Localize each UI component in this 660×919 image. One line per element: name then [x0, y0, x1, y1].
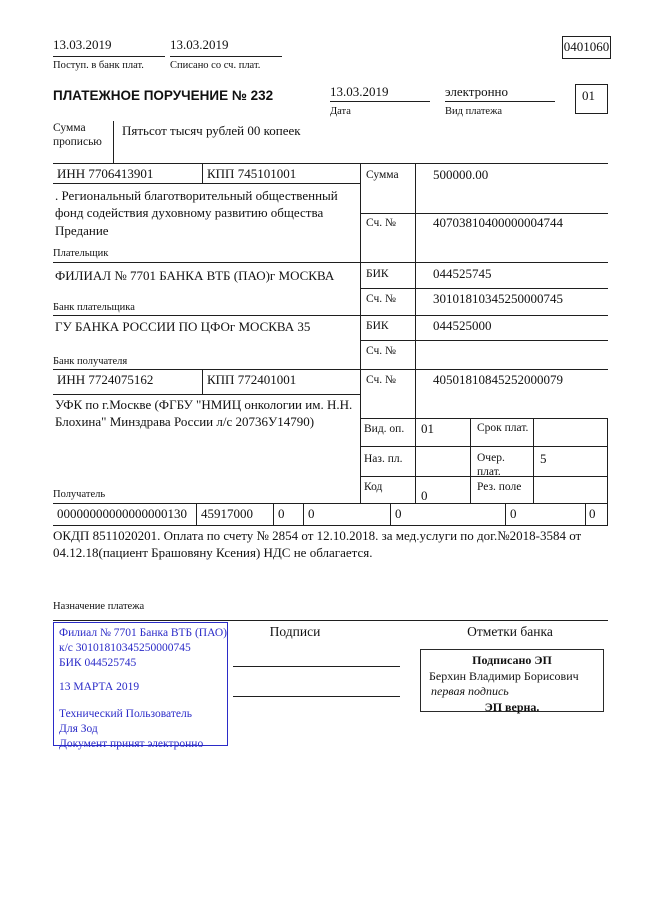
rule-under-inn2	[53, 394, 360, 395]
vid-op-value: 01	[421, 421, 434, 436]
form-code-box: 0401060	[562, 36, 611, 59]
payer-name: . Региональный благотворительный общественный фонд содействия духовному развитию общества Предание	[55, 188, 338, 238]
status-code-box: 01	[575, 84, 608, 114]
ops-grid-row1	[360, 446, 608, 447]
tax-row-divider-5	[505, 503, 506, 525]
table-border-top	[53, 163, 608, 164]
esign-name: Берхин Владимир Борисович	[429, 668, 579, 683]
tax-row-divider-2	[273, 503, 274, 525]
kod-label: Код	[364, 481, 383, 493]
stamp-bik: БИК 044525745	[59, 656, 137, 669]
rule-under-payee-bank	[53, 369, 608, 370]
table-divider-labels	[415, 163, 416, 503]
payer-label: Плательщик	[53, 248, 109, 259]
signature-line-2	[233, 696, 400, 697]
tax-cell-3: 0	[278, 506, 285, 521]
field-date-debited: 13.03.2019	[170, 37, 282, 57]
rez-pole-label: Рез. поле	[477, 481, 522, 493]
payee-bank-bik-label: БИК	[366, 320, 389, 332]
stamp-accepted: Документ принят электронно	[59, 737, 204, 750]
stamp-user: Технический Пользователь Для Зод	[59, 707, 192, 735]
payee-account-label: Сч. №	[366, 374, 397, 386]
tax-cell-5: 0	[395, 506, 402, 521]
payee-bank-label: Банк получателя	[53, 356, 128, 367]
ocher-plat-value: 5	[540, 451, 547, 466]
srok-plat-label: Срок плат.	[477, 422, 529, 434]
payee-account: 40501810845252000079	[433, 372, 563, 387]
rule-under-payee	[53, 503, 608, 504]
payee-label: Получатель	[53, 489, 106, 500]
stamp-date: 13 МАРТА 2019	[59, 680, 140, 693]
tax-cell-kbk: 00000000000000000130	[57, 506, 187, 521]
rule-under-payer	[53, 262, 608, 263]
rule-under-payer-bank	[53, 315, 608, 316]
signatures-label: Подписи	[269, 624, 321, 639]
payer-bank-account: 30101810345250000745	[433, 291, 563, 306]
payer-bank-account-label: Сч. №	[366, 293, 397, 305]
stamp-bank-name: Филиал № 7701 Банка ВТБ (ПАО)	[59, 627, 227, 639]
payer-account-label: Сч. №	[366, 217, 397, 229]
payer-bank-name: ФИЛИАЛ № 7701 БАНКА ВТБ (ПАО)г МОСКВА	[55, 268, 335, 283]
amount-words-label: Сумма прописью	[53, 121, 114, 163]
payee-bank-account-label: Сч. №	[366, 345, 397, 357]
ops-grid-col2	[470, 418, 471, 503]
tax-row-bottom	[53, 525, 608, 526]
rule-under-inn1	[53, 183, 360, 184]
field-date-received: 13.03.2019	[53, 37, 165, 57]
rule-under-amount	[360, 213, 608, 214]
payer-bank-label: Банк плательщика	[53, 302, 135, 313]
payer-account: 40703810400000004744	[433, 215, 563, 230]
ops-grid-top	[360, 418, 608, 419]
rule-under-bik1	[360, 288, 608, 289]
payer-kpp: КПП 745101001	[207, 166, 297, 181]
table-divider-main	[360, 163, 361, 503]
ops-grid-col3	[533, 418, 534, 503]
purpose-text: ОКДП 8511020201. Оплата по счету № 2854 от 12.10.2018. за мед.услуги по дог.№2018-3584 от 04.12.18(пациент Брашовяну Ксения) НДС не облагается.	[53, 528, 582, 560]
esign-verified: ЭП верна.	[484, 699, 540, 714]
bank-stamp	[53, 622, 228, 750]
payer-bank-bik: 044525745	[433, 266, 492, 281]
table-right-edge	[607, 418, 608, 525]
bank-marks-label: Отметки банка	[467, 624, 553, 639]
rule-under-bik2	[360, 340, 608, 341]
vid-op-label: Вид. оп.	[364, 423, 405, 435]
payee-bank-name: ГУ БАНКА РОССИИ ПО ЦФОг МОСКВА 35	[55, 319, 311, 334]
document-title: ПЛАТЕЖНОЕ ПОРУЧЕНИЕ № 232	[53, 88, 274, 103]
field-payment-kind: электронно	[445, 84, 555, 102]
tax-row-divider-1	[196, 503, 197, 525]
field-date: 13.03.2019	[330, 84, 430, 102]
payer-inn: ИНН 7706413901	[57, 166, 154, 181]
amount-words-value: Пятьсот тысяч рублей 00 копеек	[122, 123, 301, 138]
tax-cell-oktmo: 45917000	[201, 506, 253, 521]
stamp-corr-account: к/с 30101810345250000745	[59, 641, 191, 654]
tax-row-divider-4	[390, 503, 391, 525]
kod-value: 0	[421, 488, 428, 503]
ocher-plat-label: Очер. плат.	[477, 452, 505, 479]
field-date-debited-label: Списано со сч. плат.	[170, 60, 261, 71]
payee-bank-bik: 044525000	[433, 318, 492, 333]
purpose-label: Назначение платежа	[53, 601, 145, 612]
tax-row-divider-6	[585, 503, 586, 525]
naz-pl-label: Наз. пл.	[364, 453, 403, 465]
payee-kpp: КПП 772401001	[207, 372, 297, 387]
tax-cell-7: 0	[589, 506, 596, 521]
tax-row-divider-3	[303, 503, 304, 525]
rule-under-purpose-label	[53, 620, 608, 621]
field-date-label: Дата	[330, 106, 351, 117]
amount-label: Сумма	[366, 169, 399, 181]
inn-kpp-divider-1	[202, 163, 203, 183]
field-payment-kind-label: Вид платежа	[445, 106, 503, 117]
esign-title: Подписано ЭП	[472, 653, 552, 667]
payee-name: УФК по г.Москве (ФГБУ "НМИЦ онкологии им. Н.Н. Блохина" Минздрава России л/с 20736У14790)	[55, 397, 353, 430]
esign-kind: первая подпись	[431, 684, 509, 699]
inn-kpp-divider-2	[202, 369, 203, 394]
amount-value: 500000.00	[433, 167, 489, 182]
tax-cell-4: 0	[308, 506, 315, 521]
signature-line-1	[233, 666, 400, 667]
payer-bank-bik-label: БИК	[366, 268, 389, 280]
esignature-box	[420, 649, 604, 712]
field-date-received-label: Поступ. в банк плат.	[53, 60, 144, 71]
payee-inn: ИНН 7724075162	[57, 372, 154, 387]
tax-cell-6: 0	[510, 506, 517, 521]
